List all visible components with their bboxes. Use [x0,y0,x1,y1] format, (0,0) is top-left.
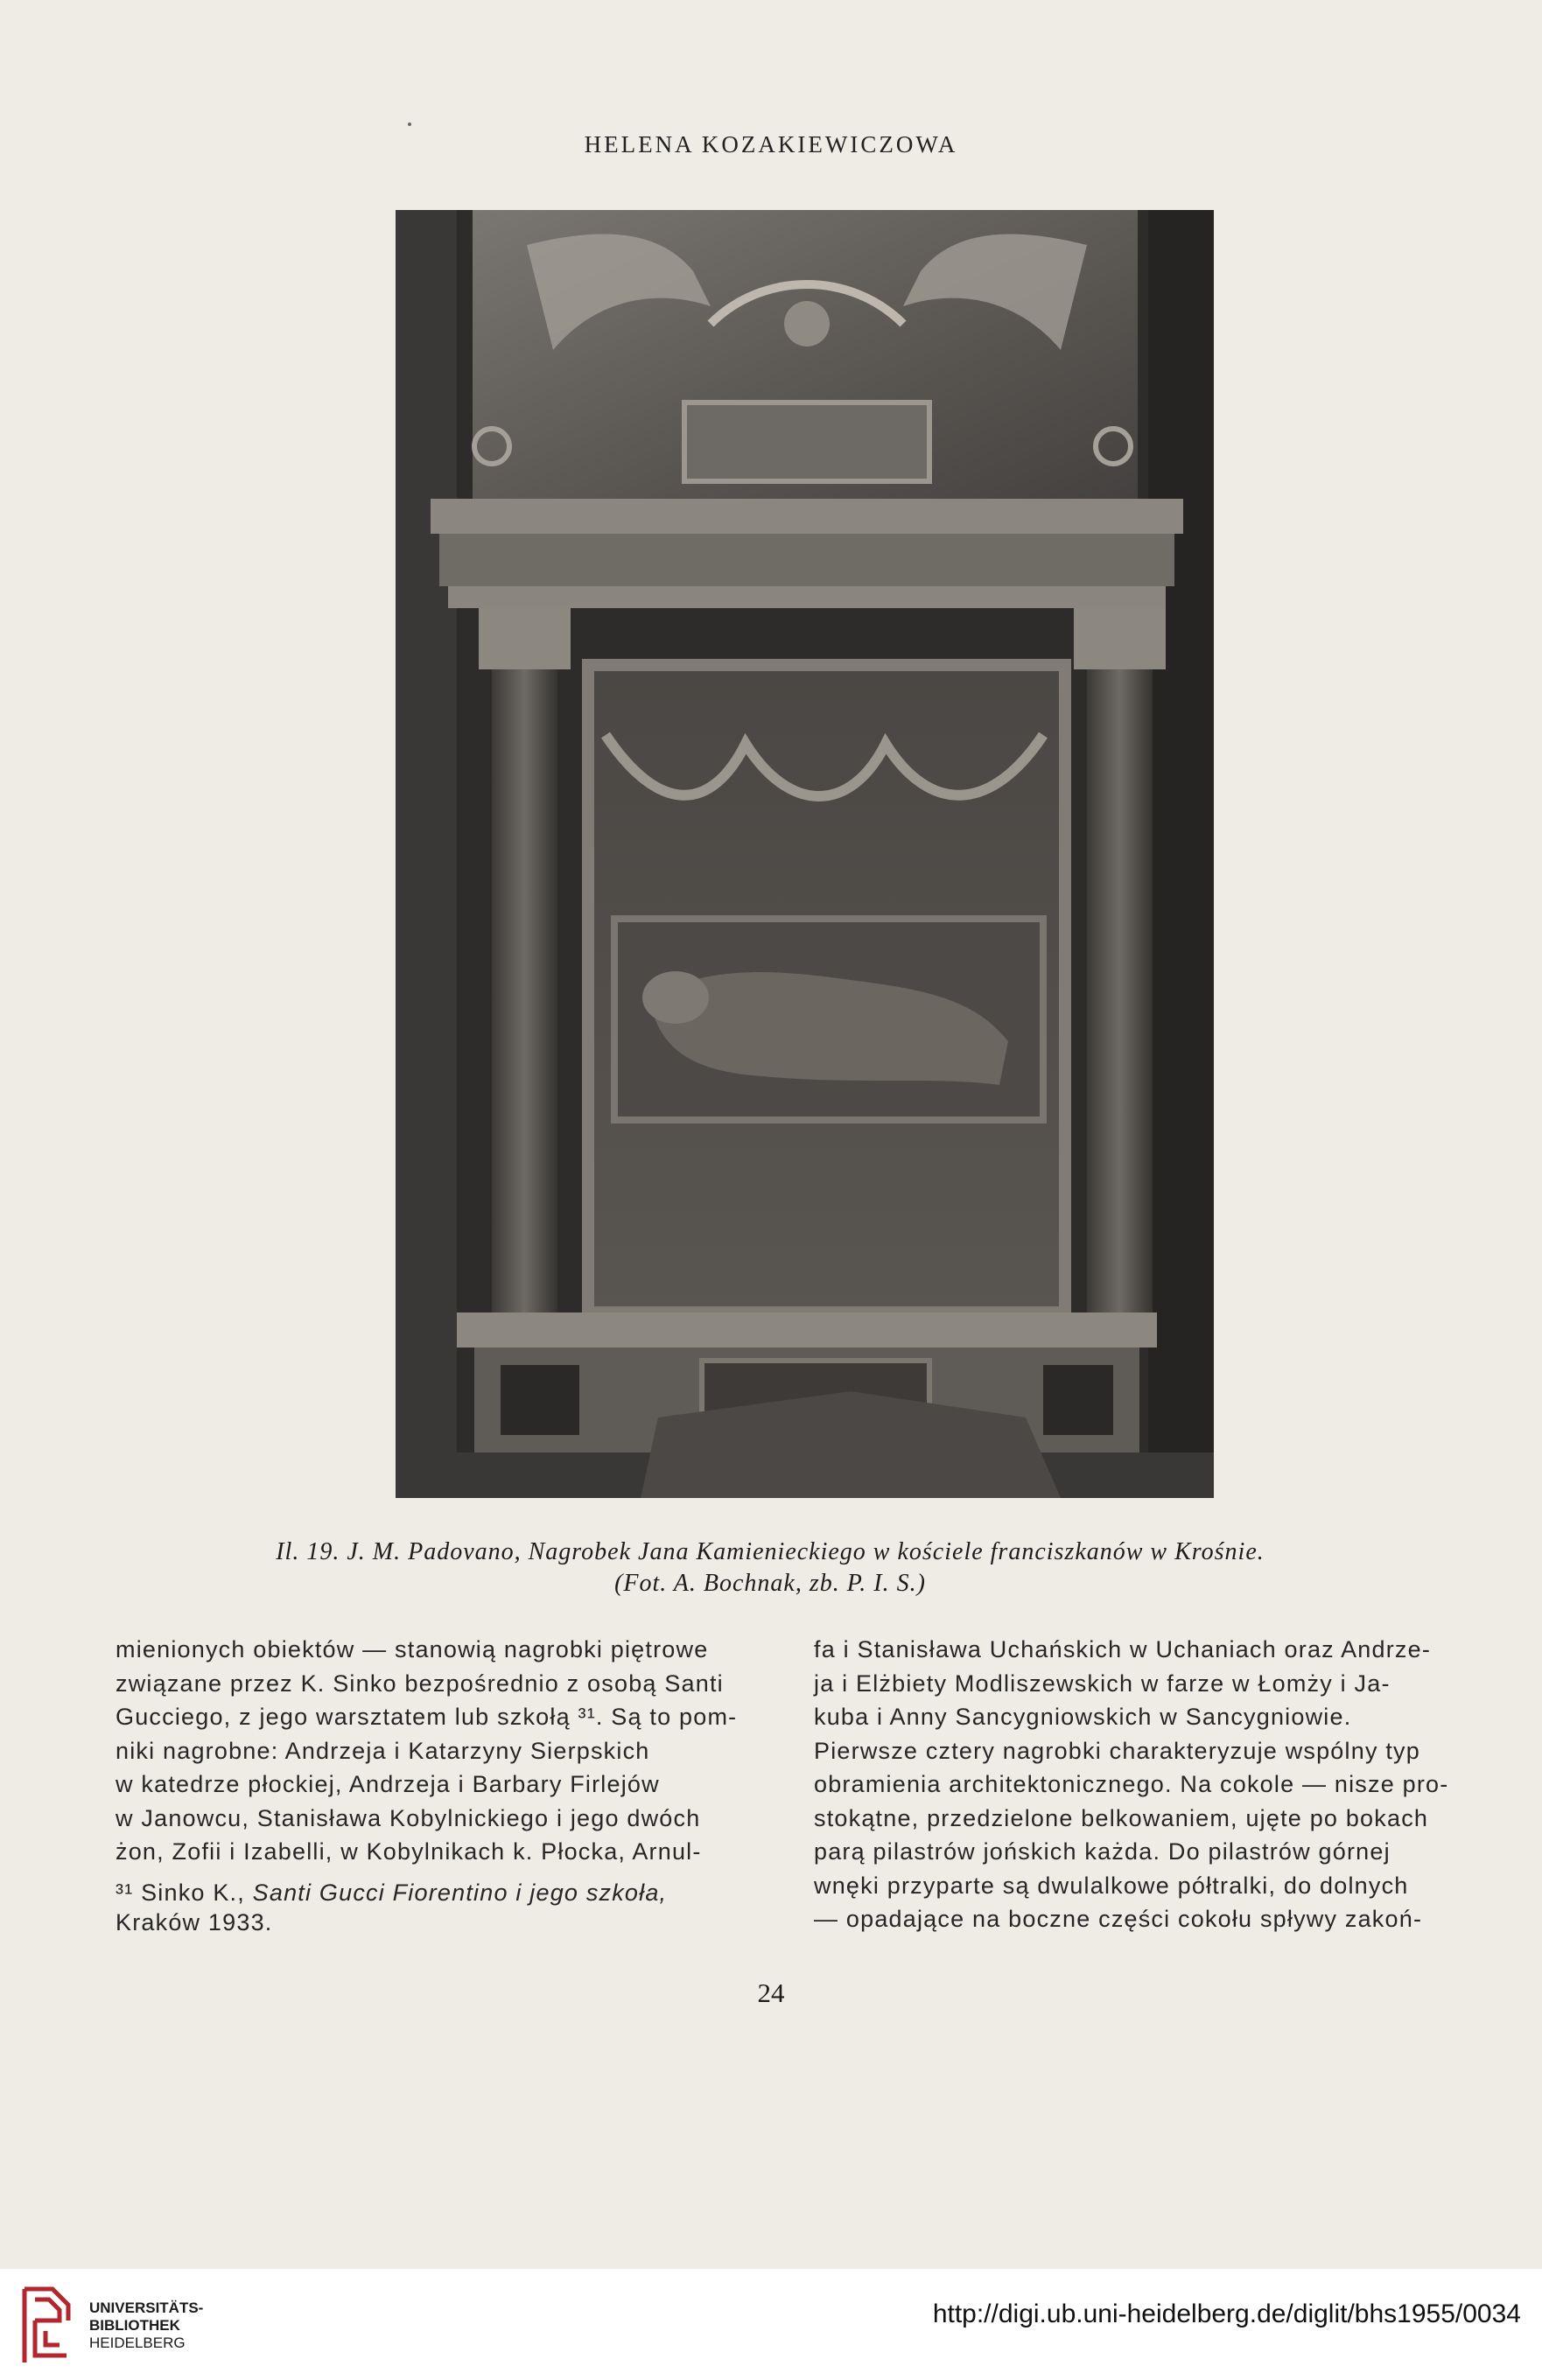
library-name [89,2300,203,2352]
speck-mark [408,122,411,126]
text-line: w Janowcu, Stanisława Kobylnickiego i jego dwóch [116,1804,701,1831]
library-name-line2: BIBLIOTHEK [89,2317,180,2334]
text-line: obramienia architektonicznego. Na cokole — nisze pro- [814,1771,1449,1797]
figure-credit-line: (Fot. A. Bochnak, zb. P. I. S.) [614,1570,926,1597]
text-column-left [116,1633,781,1869]
text-line: Pierwsze cztery nagrobki charakteryzuje wspólny typ [814,1737,1420,1764]
footnote-title: Santi Gucci Fiorentino i jego szkoła, [252,1880,668,1906]
library-logo-icon [18,2286,75,2366]
tomb-photograph-drawing [396,210,1214,1498]
text-line: w katedrze płockiej, Andrzeja i Barbary Firlejów [116,1771,660,1797]
text-line: związane przez K. Sinko bezpośrednio z osobą Santi [116,1670,724,1697]
footnote-author: Sinko K., [141,1880,245,1906]
text-line: parą pilastrów jońskich każda. Do pilastrów górnej [814,1838,1391,1865]
footnote [116,1878,798,1937]
footnote-place-year: Kraków 1933. [116,1909,273,1936]
text-line: — opadające na boczne części cokołu spływy zakoń- [814,1906,1423,1932]
page-number: 24 [757,1978,785,2008]
figure-caption-line: Il. 19. J. M. Padovano, Nagrobek Jana Kamienieckiego w kościele franciszkanów w Krośnie. [276,1538,1265,1565]
tomb-photograph [396,210,1214,1498]
library-name-line3: HEIDELBERG [89,2334,186,2351]
text-line: fa i Stanisława Uchańskich w Uchaniach oraz Andrze- [814,1636,1432,1662]
text-line: niki nagrobne: Andrzeja i Katarzyny Sierpskich [116,1737,650,1764]
figure-caption [158,1536,1383,1600]
text-line: kuba i Anny Sancygniowskich w Sancygniowie. [814,1704,1352,1730]
text-line: mienionych obiektów — stanowią nagrobki piętrowe [116,1636,709,1662]
text-line: wnęki przyparte są dwulalkowe półtralki, do dolnych [814,1872,1409,1899]
text-line: stokątne, przedzielone belkowaniem, ujęte po bokach [814,1804,1429,1831]
library-name-line1: UNIVERSITÄTS- [89,2300,204,2316]
text-line: żon, Zofii i Izabelli, w Kobylnikach k. Płocka, Arnul- [116,1838,702,1865]
footnote-line [116,1878,798,1908]
text-column-right [814,1633,1479,1936]
source-url-link[interactable]: http://digi.ub.uni-heidelberg.de/diglit/bhs1955/0034 [932,2300,1521,2328]
footnote-marker: ³¹ [116,1880,134,1906]
text-line: ja i Elżbiety Modliszewskich w farze w Łomży i Ja- [814,1670,1391,1697]
running-header: HELENA KOZAKIEWICZOWA [584,131,958,158]
text-line: Gucciego, z jego warsztatem lub szkołą ³¹. Są to pom- [116,1704,738,1730]
